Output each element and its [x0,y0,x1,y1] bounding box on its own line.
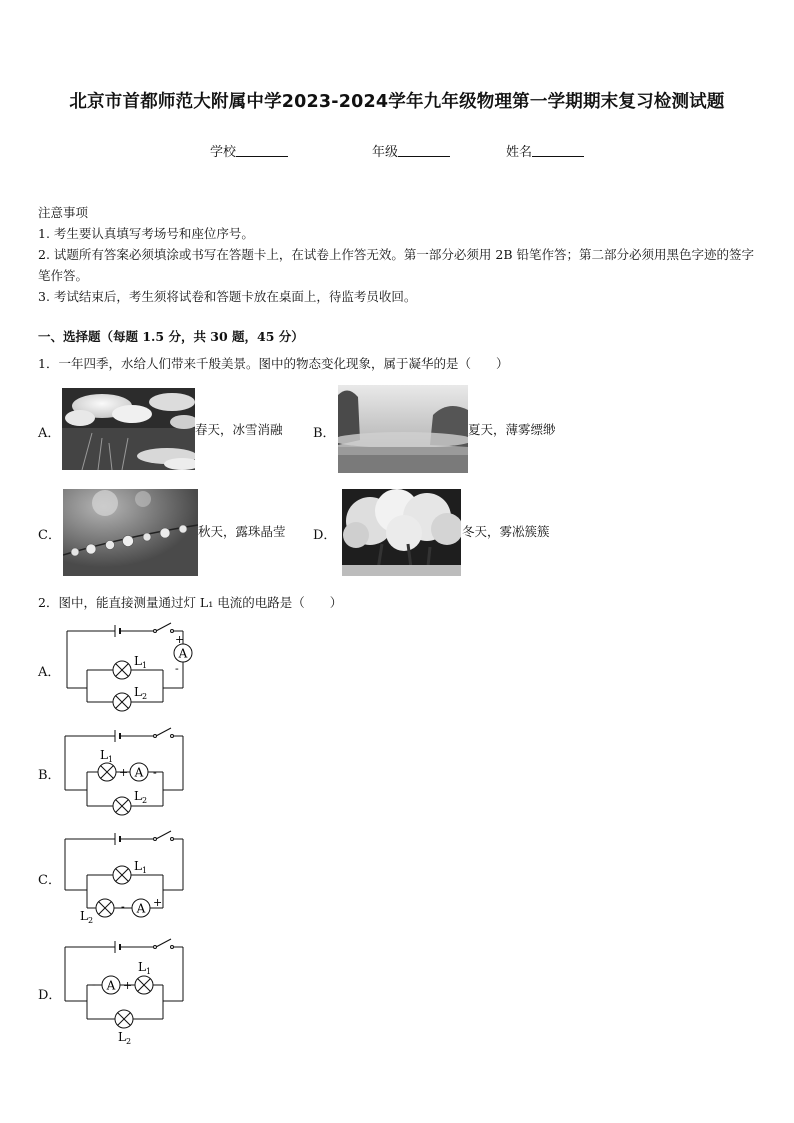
ammeter-c-label: A [136,901,146,916]
q1-photo-d-rime [342,489,461,576]
lamp-a-l1-label: $L_1$ [134,654,148,670]
notice-item-3: 3. 考试结束后，考生须将试卷和答题卡放在桌面上，待监考员收回。 [38,289,417,304]
ammeter-a-label: A [178,646,188,661]
lamp-d-l2-label: $L_2$ [118,1030,132,1045]
q2-option-a-label[interactable]: A． [38,665,61,680]
lamp-a-l2-label: $L_2$ [134,685,148,701]
ammeter-d-plus: + [123,979,133,992]
name-blank[interactable] [532,144,584,157]
question-1-stem: 1．一年四季，水给人们带来千般美景。图中的物态变化现象，属于凝华的是（ ） [38,356,509,371]
q2-circuit-d [60,935,200,1045]
q1-option-b-label[interactable]: B． [313,426,336,441]
ammeter-a-plus: + [175,633,185,646]
notice-item-2: 2. 试题所有答案必须填涂或书写在答题卡上，在试卷上作答无效。第一部分必须用 2B 铅笔作答；第二部分必须用黑色字迹的签字笔作答。 [38,247,754,283]
ammeter-d-minus: - [92,978,96,991]
page-title: 北京市首都师范大附属中学2023-2024学年九年级物理第一学期期末复习检测试题 [69,92,725,112]
notice-block [38,202,758,307]
q1-caption-d: 冬天，雾凇簇簇 [462,524,550,539]
q1-caption-a: 春天，冰雪消融 [195,422,283,437]
ammeter-c-plus: + [153,896,163,909]
school-blank[interactable] [236,144,288,157]
ammeter-b-minus: - [153,766,157,779]
q2-circuit-a [60,620,200,720]
grade-blank[interactable] [398,144,450,157]
q2-option-c-label[interactable]: C． [38,873,61,888]
q2-circuit-c [60,828,200,928]
question-2-stem: 2．图中，能直接测量通过灯 L₁ 电流的电路是（ ） [38,595,343,610]
ammeter-a-minus: - [175,662,179,675]
lamp-b-l1-label: $L_1$ [100,748,114,764]
q1-photo-a-ice-melting [62,388,195,470]
school-label: 学校 [210,145,237,160]
section-heading: 一、选择题（每题 1.5 分，共 30 题，45 分） [38,329,304,344]
q2-option-b-label[interactable]: B． [38,768,61,783]
q1-photo-c-dew [63,489,198,576]
grade-field[interactable] [372,141,450,160]
grade-label: 年级 [372,145,399,160]
q1-option-a-label[interactable]: A． [38,426,61,441]
lamp-c-l1-label: $L_1$ [134,859,148,875]
q1-photo-b-mist [338,385,468,473]
name-label: 姓名 [506,145,533,160]
school-field[interactable] [210,141,288,160]
lamp-d-l1-label: $L_1$ [138,960,152,976]
ammeter-c-minus: - [121,900,125,913]
q2-circuit-b [60,724,200,824]
q1-option-d-label[interactable]: D． [313,528,337,543]
ammeter-b-plus: + [119,766,129,779]
notice-heading: 注意事项 [38,205,89,220]
q1-option-c-label[interactable]: C． [38,528,61,543]
q2-option-d-label[interactable]: D． [38,988,62,1003]
ammeter-d-label: A [106,978,116,993]
ammeter-b-label: A [134,765,144,780]
lamp-c-l2-label: $L_2$ [80,909,94,925]
q1-caption-c: 秋天，露珠晶莹 [198,524,286,539]
q1-caption-b: 夏天，薄雾缥缈 [468,422,556,437]
name-field[interactable] [506,141,584,160]
lamp-b-l2-label: $L_2$ [134,789,148,805]
notice-item-1: 1. 考生要认真填写考场号和座位序号。 [38,226,254,241]
